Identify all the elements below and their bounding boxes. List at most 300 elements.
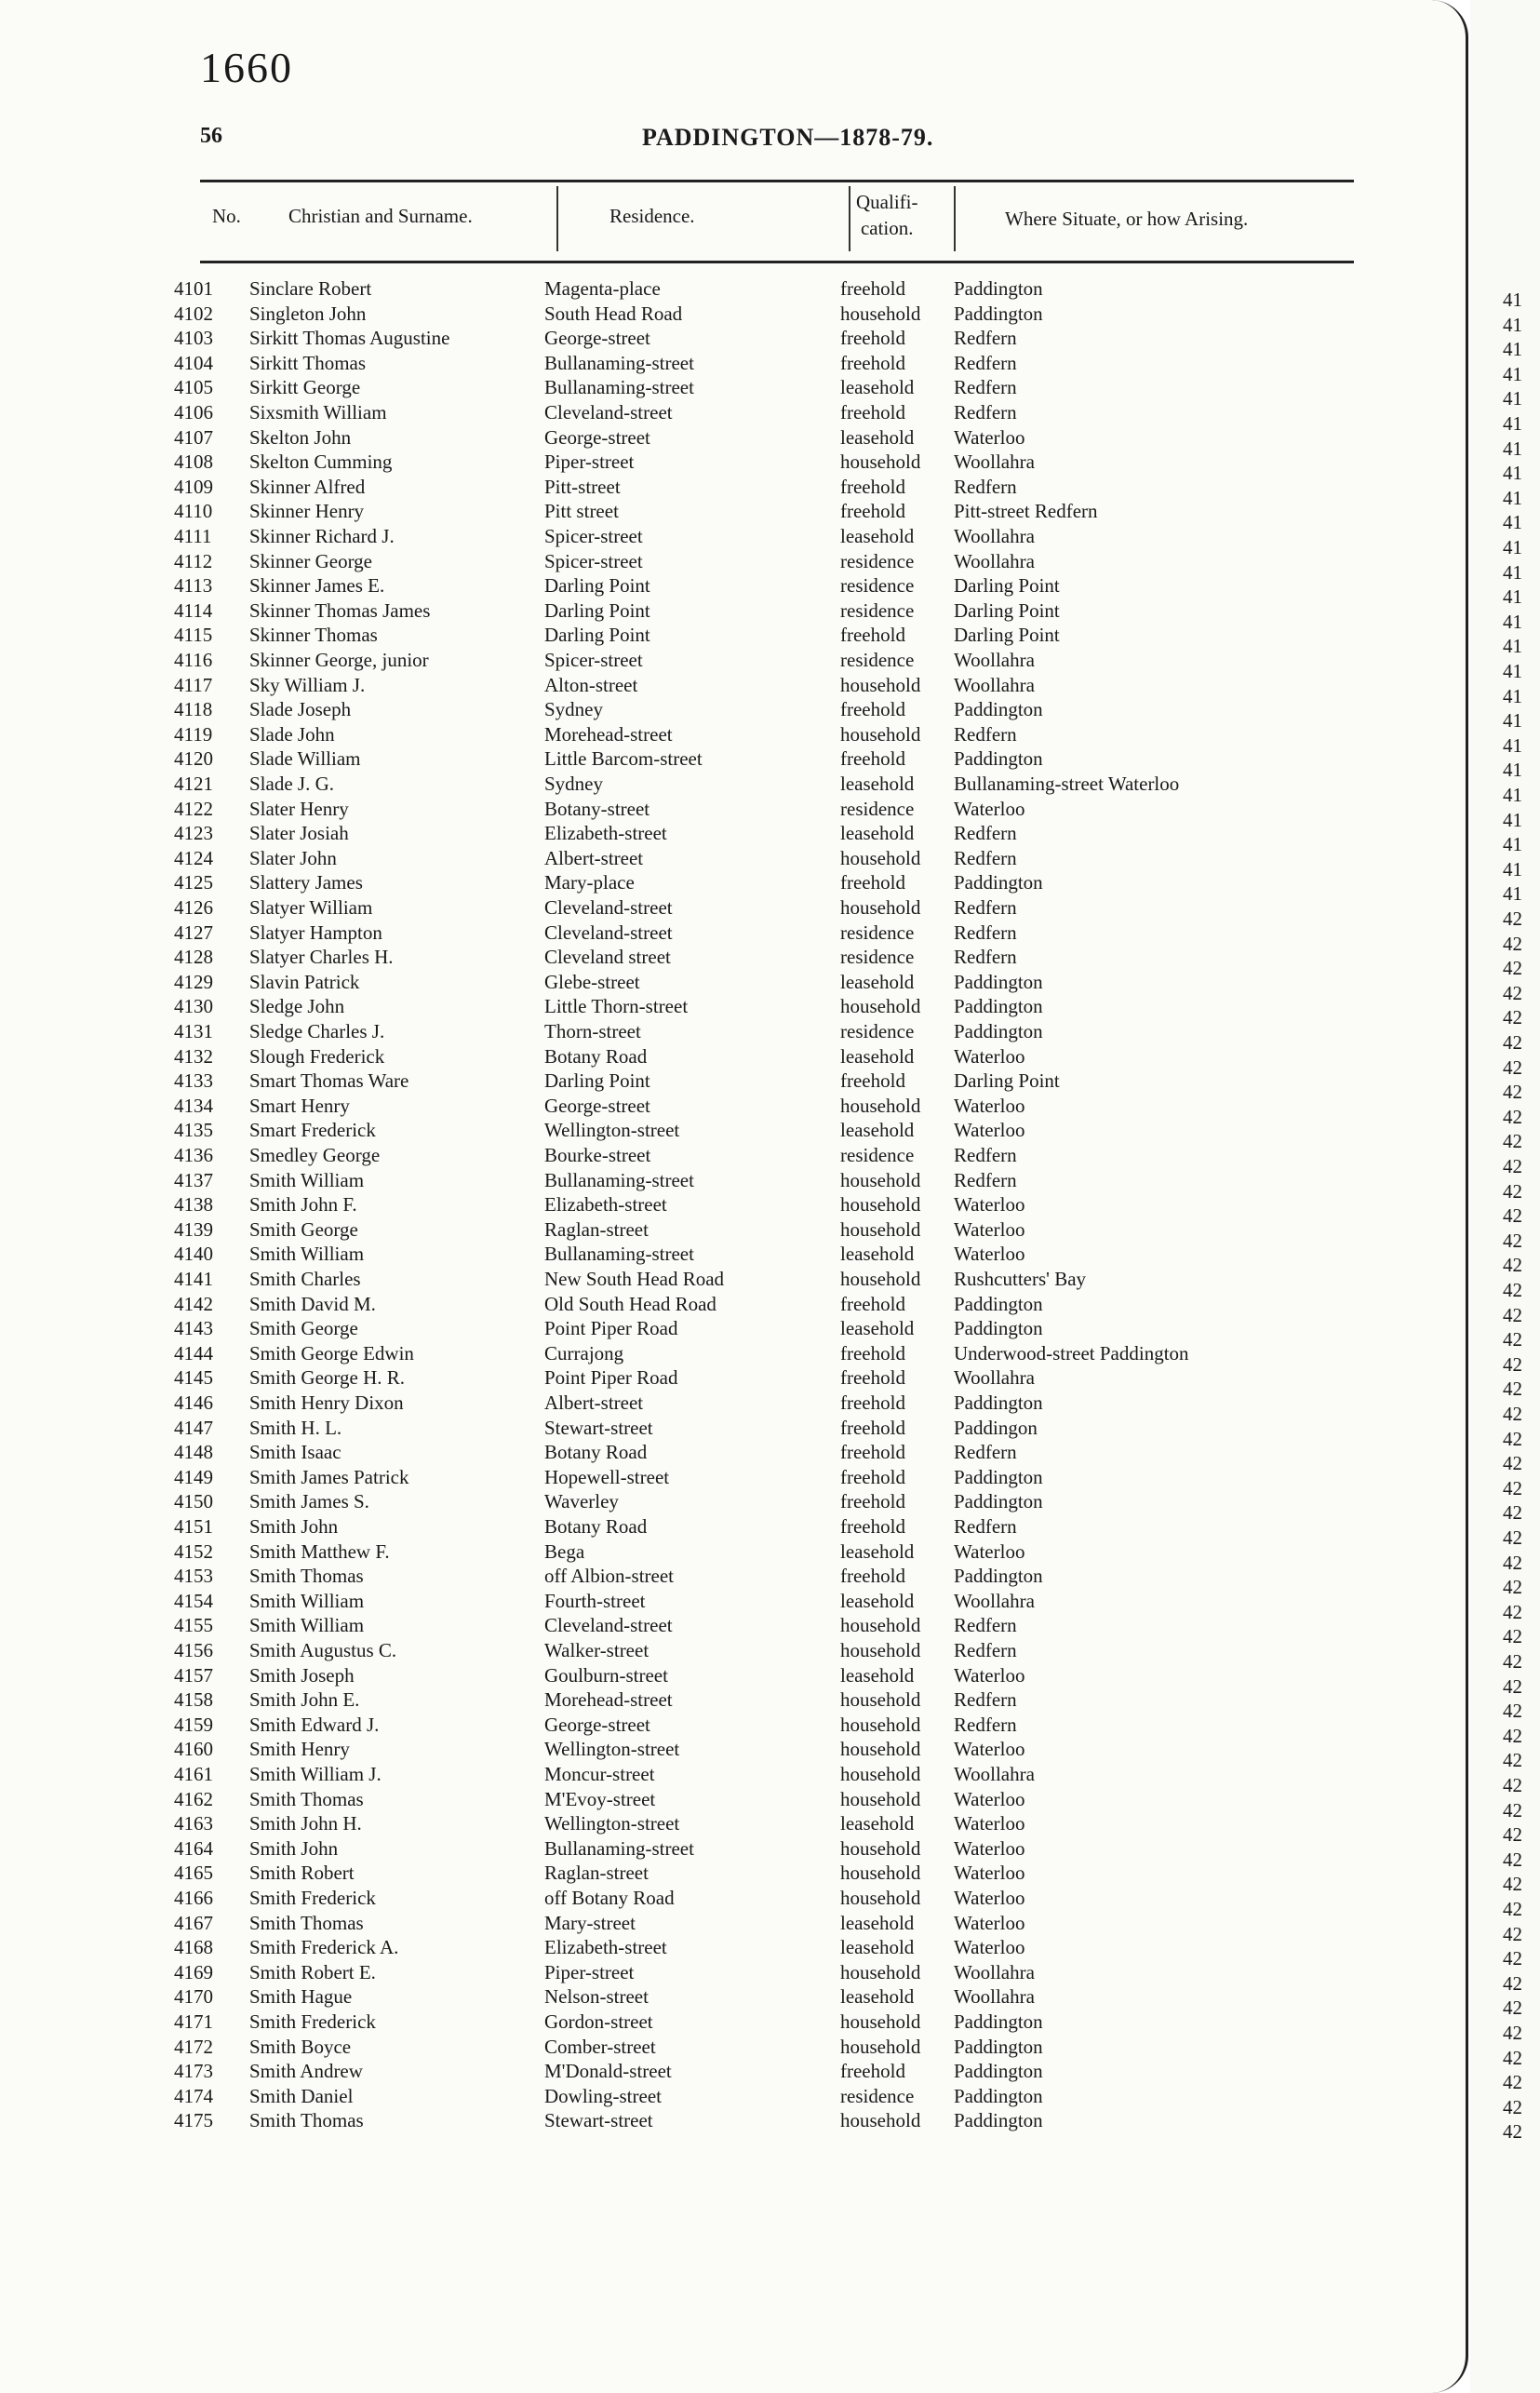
elector-residence: Piper-street <box>544 450 635 474</box>
elector-qualification: freehold <box>840 351 905 374</box>
elector-number: 4143 <box>174 1317 213 1340</box>
adjacent-page-number: 41 <box>1503 610 1522 633</box>
table-row <box>0 1811 1466 1836</box>
elector-name: Slater Henry <box>249 797 349 820</box>
elector-name: Sirkitt George <box>249 376 361 399</box>
elector-qualification: household <box>840 1217 921 1241</box>
table-row <box>0 1886 1466 1911</box>
elector-number: 4146 <box>174 1391 213 1414</box>
adjacent-page-number: 42 <box>1503 1798 1522 1822</box>
elector-name: Skelton Cumming <box>249 450 393 474</box>
elector-residence: Spicer-street <box>544 649 643 671</box>
elector-name: Slade J. G. <box>249 773 334 795</box>
elector-qualification: residence <box>840 1144 915 1166</box>
elector-name: Smith Frederick <box>249 2010 376 2033</box>
elector-qualification: freehold <box>840 2060 905 2083</box>
adjacent-page-number: 42 <box>1503 1650 1522 1673</box>
elector-name: Smith John E. <box>249 1688 360 1712</box>
elector-where-situate: Redfern <box>954 1144 1017 1166</box>
table-row <box>0 1440 1466 1465</box>
elector-name: Skinner Richard J. <box>249 525 395 547</box>
adjacent-page-number: 42 <box>1503 1055 1522 1079</box>
elector-number: 4116 <box>174 649 213 671</box>
elector-where-situate: Waterloo <box>954 1094 1025 1117</box>
elector-qualification: leasehold <box>840 1936 915 1959</box>
elector-where-situate: Paddington <box>954 698 1043 721</box>
elector-number: 4133 <box>174 1069 213 1093</box>
elector-number: 4164 <box>174 1836 213 1860</box>
elector-number: 4162 <box>174 1787 213 1810</box>
elector-name: Skinner Thomas <box>249 624 378 647</box>
elector-where-situate: Waterloo <box>954 1738 1025 1761</box>
elector-residence: Raglan-street <box>544 1862 649 1885</box>
table-row <box>0 1861 1466 1886</box>
elector-name: Smith Thomas <box>249 1787 364 1810</box>
table-row <box>0 1762 1466 1787</box>
elector-where-situate: Redfern <box>954 327 1017 350</box>
adjacent-page-number: 42 <box>1503 1476 1522 1499</box>
table-row <box>0 673 1466 698</box>
elector-name: Slough Frederick <box>249 1044 385 1068</box>
table-row <box>0 1341 1466 1366</box>
elector-residence: Elizabeth-street <box>544 1936 667 1959</box>
adjacent-page-number: 42 <box>1503 1600 1522 1623</box>
elector-residence: Spicer-street <box>544 549 643 572</box>
adjacent-page-number: 42 <box>1503 1403 1522 1425</box>
elector-where-situate: Waterloo <box>954 1044 1025 1068</box>
elector-qualification: residence <box>840 797 915 820</box>
elector-where-situate: Paddington <box>954 871 1043 894</box>
elector-qualification: leasehold <box>840 970 915 993</box>
elector-name: Smith John <box>249 1515 339 1538</box>
adjacent-page-number: 41 <box>1503 462 1522 485</box>
elector-name: Slater Josiah <box>249 822 349 845</box>
elector-number: 4122 <box>174 797 213 820</box>
elector-number: 4172 <box>174 2035 213 2058</box>
elector-name: Smith Frederick A. <box>249 1936 399 1959</box>
elector-number: 4131 <box>174 1020 213 1042</box>
adjacent-page-number: 42 <box>1503 2095 1522 2118</box>
elector-residence: Cleveland-street <box>544 401 673 423</box>
table-row <box>0 1365 1466 1391</box>
table-row <box>0 1094 1466 1119</box>
adjacent-page-number: 42 <box>1503 957 1522 980</box>
elector-where-situate: Redfern <box>954 475 1017 498</box>
elector-number: 4112 <box>174 549 213 572</box>
elector-residence: Darling Point <box>544 574 650 598</box>
table-row <box>0 2059 1466 2084</box>
elector-residence: Bullanaming-street <box>544 1243 694 1266</box>
elector-number: 4109 <box>174 475 213 498</box>
adjacent-page-number: 41 <box>1503 362 1522 385</box>
elector-where-situate: Paddington <box>954 747 1043 771</box>
adjacent-page-number: 41 <box>1503 387 1522 410</box>
elector-qualification: freehold <box>840 1565 905 1588</box>
elector-number: 4154 <box>174 1589 213 1612</box>
elector-where-situate: Paddington <box>954 2084 1043 2107</box>
adjacent-page-number: 41 <box>1503 733 1522 757</box>
table-row <box>0 1069 1466 1094</box>
elector-where-situate: Redfern <box>954 846 1017 869</box>
elector-where-situate: Redfern <box>954 1515 1017 1538</box>
table-row <box>0 697 1466 722</box>
elector-name: Sledge Charles J. <box>249 1020 385 1042</box>
elector-qualification: freehold <box>840 871 905 894</box>
elector-number: 4139 <box>174 1217 213 1241</box>
table-row <box>0 375 1466 400</box>
elector-where-situate: Woollahra <box>954 649 1035 671</box>
elector-number: 4173 <box>174 2060 213 2083</box>
table-row <box>0 598 1466 624</box>
elector-name: Smith George <box>249 1317 358 1340</box>
elector-qualification: leasehold <box>840 1243 915 1266</box>
elector-number: 4123 <box>174 822 213 845</box>
elector-residence: Bourke-street <box>544 1144 651 1166</box>
elector-where-situate: Woollahra <box>954 1985 1035 2009</box>
elector-qualification: freehold <box>840 1490 905 1513</box>
elector-residence: Darling Point <box>544 598 650 622</box>
elector-qualification: residence <box>840 1020 915 1042</box>
adjacent-page-number: 41 <box>1503 759 1522 782</box>
elector-residence: Thorn-street <box>544 1020 641 1042</box>
elector-number: 4114 <box>174 598 213 622</box>
elector-qualification: leasehold <box>840 1317 915 1340</box>
elector-number: 4169 <box>174 1960 213 1983</box>
elector-number: 4121 <box>174 773 213 795</box>
column-header-residence: Residence. <box>609 205 695 227</box>
adjacent-page-number: 42 <box>1503 1873 1522 1896</box>
elector-name: Slattery James <box>249 871 363 894</box>
table-row <box>0 870 1466 895</box>
elector-residence: Cleveland-street <box>544 1614 673 1637</box>
elector-qualification: household <box>840 1862 921 1885</box>
elector-name: Smart Frederick <box>249 1119 376 1142</box>
elector-where-situate: Waterloo <box>954 1862 1025 1885</box>
elector-name: Smith Edward J. <box>249 1713 380 1736</box>
elector-name: Slatyer William <box>249 896 373 919</box>
elector-name: Smith Henry Dixon <box>249 1391 404 1414</box>
elector-name: Smith Daniel <box>249 2084 354 2107</box>
elector-name: Smith George Edwin <box>249 1341 414 1365</box>
adjacent-page-number: 41 <box>1503 511 1522 534</box>
elector-name: Sinclare Robert <box>249 277 372 300</box>
elector-where-situate: Redfern <box>954 1168 1017 1191</box>
elector-qualification: household <box>840 1094 921 1117</box>
elector-name: Skinner George, junior <box>249 649 429 671</box>
elector-name: Smith Frederick <box>249 1887 376 1909</box>
column-header-name: Christian and Surname. <box>288 205 473 227</box>
elector-where-situate: Waterloo <box>954 1663 1025 1687</box>
table-row <box>0 1935 1466 1960</box>
elector-qualification: freehold <box>840 1515 905 1538</box>
elector-number: 4108 <box>174 450 213 474</box>
elector-name: Slatyer Charles H. <box>249 946 394 969</box>
elector-number: 4130 <box>174 995 213 1018</box>
adjacent-page-number: 42 <box>1503 2046 1522 2069</box>
elector-number: 4125 <box>174 871 213 894</box>
table-row <box>0 945 1466 970</box>
elector-qualification: leasehold <box>840 1911 915 1934</box>
adjacent-page-number: 41 <box>1503 857 1522 881</box>
adjacent-page-number: 42 <box>1503 1551 1522 1574</box>
elector-number: 4132 <box>174 1044 213 1068</box>
elector-name: Slade William <box>249 747 361 771</box>
elector-where-situate: Redfern <box>954 896 1017 919</box>
table-row <box>0 400 1466 425</box>
elector-qualification: freehold <box>840 327 905 350</box>
elector-qualification: leasehold <box>840 1044 915 1068</box>
elector-residence: Darling Point <box>544 1069 650 1093</box>
elector-qualification: freehold <box>840 698 905 721</box>
elector-qualification: household <box>840 896 921 919</box>
elector-number: 4135 <box>174 1119 213 1142</box>
table-row <box>0 302 1466 327</box>
elector-residence: Bullanaming-street <box>544 1836 694 1860</box>
table-row <box>0 524 1466 549</box>
elector-residence: Albert-street <box>544 1391 644 1414</box>
elector-residence: Bullanaming-street <box>544 376 694 399</box>
elector-number: 4159 <box>174 1713 213 1736</box>
elector-where-situate: Redfern <box>954 1713 1017 1736</box>
elector-name: Slavin Patrick <box>249 970 360 993</box>
table-row <box>0 1589 1466 1614</box>
elector-number: 4127 <box>174 921 213 944</box>
elector-residence: Wellington-street <box>544 1119 680 1142</box>
table-row <box>0 2108 1466 2133</box>
column-header-where: Where Situate, or how Arising. <box>1005 208 1249 230</box>
elector-residence: Glebe-street <box>544 970 640 993</box>
elector-name: Slatyer Hampton <box>249 921 382 944</box>
elector-residence: Point Piper Road <box>544 1317 678 1340</box>
adjacent-page-number: 42 <box>1503 1996 1522 2020</box>
adjacent-page-number: 41 <box>1503 635 1522 658</box>
adjacent-page-number: 42 <box>1503 1724 1522 1747</box>
table-row <box>0 1143 1466 1168</box>
elector-where-situate: Paddington <box>954 1465 1043 1488</box>
adjacent-page-number: 42 <box>1503 1006 1522 1029</box>
elector-residence: Elizabeth-street <box>544 1193 667 1217</box>
elector-number: 4142 <box>174 1292 213 1315</box>
elector-where-situate: Paddington <box>954 970 1043 993</box>
elector-name: Smith George <box>249 1217 358 1241</box>
elector-where-situate: Paddington <box>954 1292 1043 1315</box>
table-row <box>0 1539 1466 1565</box>
elector-qualification: freehold <box>840 475 905 498</box>
table-row <box>0 1044 1466 1069</box>
elector-residence: Cleveland-street <box>544 921 673 944</box>
adjacent-page-number: 41 <box>1503 536 1522 558</box>
elector-number: 4155 <box>174 1614 213 1637</box>
table-row <box>0 1391 1466 1416</box>
elector-name: Smith Augustus C. <box>249 1639 397 1661</box>
adjacent-page-number: 42 <box>1503 1774 1522 1796</box>
elector-residence: Botany Road <box>544 1044 648 1068</box>
elector-qualification: leasehold <box>840 1985 915 2009</box>
adjacent-page-number: 42 <box>1503 1378 1522 1401</box>
elector-qualification: household <box>840 1763 921 1785</box>
elector-residence: Fourth-street <box>544 1589 646 1612</box>
elector-where-situate: Waterloo <box>954 1539 1025 1563</box>
elector-number: 4148 <box>174 1441 213 1464</box>
elector-qualification: freehold <box>840 747 905 771</box>
elector-qualification: household <box>840 846 921 869</box>
table-row <box>0 1217 1466 1243</box>
table-row <box>0 2035 1466 2060</box>
elector-number: 4113 <box>174 574 213 598</box>
elector-where-situate: Darling Point <box>954 624 1060 647</box>
elector-number: 4157 <box>174 1663 213 1687</box>
elector-residence: Gordon-street <box>544 2010 653 2033</box>
adjacent-page-number: 42 <box>1503 1674 1522 1698</box>
elector-number: 4147 <box>174 1416 213 1439</box>
elector-number: 4174 <box>174 2084 213 2107</box>
qualification-header-line-2: cation. <box>860 217 914 239</box>
elector-where-situate: Woollahra <box>954 525 1035 547</box>
elector-residence: New South Head Road <box>544 1268 725 1290</box>
table-row <box>0 499 1466 524</box>
elector-where-situate: Waterloo <box>954 1936 1025 1959</box>
elector-qualification: household <box>840 673 921 696</box>
table-row <box>0 1737 1466 1762</box>
adjacent-page-number: 41 <box>1503 313 1522 336</box>
elector-name: Smith Thomas <box>249 1911 364 1934</box>
elector-residence: Albert-street <box>544 846 644 869</box>
elector-name: Smith H. L. <box>249 1416 342 1439</box>
elector-number: 4129 <box>174 970 213 993</box>
elector-where-situate: Darling Point <box>954 574 1060 598</box>
elector-name: Smith Charles <box>249 1268 361 1290</box>
elector-where-situate: Redfern <box>954 376 1017 399</box>
elector-name: Slade John <box>249 722 335 746</box>
adjacent-page-number: 41 <box>1503 882 1522 906</box>
elector-qualification: household <box>840 1960 921 1983</box>
elector-name: Smart Henry <box>249 1094 350 1117</box>
elector-where-situate: Paddington <box>954 2109 1043 2132</box>
elector-where-situate: Paddingon <box>954 1416 1038 1439</box>
elector-qualification: leasehold <box>840 1663 915 1687</box>
adjacent-page-number: 41 <box>1503 585 1522 609</box>
elector-number: 4149 <box>174 1465 213 1488</box>
elector-number: 4170 <box>174 1985 213 2009</box>
adjacent-page-number: 41 <box>1503 412 1522 435</box>
elector-qualification: freehold <box>840 401 905 423</box>
elector-residence: Old South Head Road <box>544 1292 716 1315</box>
table-row <box>0 994 1466 1019</box>
elector-where-situate: Waterloo <box>954 1887 1025 1909</box>
elector-number: 4140 <box>174 1243 213 1266</box>
elector-where-situate: Redfern <box>954 1639 1017 1661</box>
elector-residence: Little Barcom-street <box>544 747 703 771</box>
table-row <box>0 1564 1466 1589</box>
elector-number: 4128 <box>174 946 213 969</box>
page-number: 56 <box>200 124 222 148</box>
elector-qualification: household <box>840 1639 921 1661</box>
adjacent-page-number: 41 <box>1503 784 1522 806</box>
table-row <box>0 1984 1466 2010</box>
column-header-qualification <box>856 189 917 241</box>
elector-residence: Pitt street <box>544 500 619 523</box>
adjacent-page-number: 41 <box>1503 833 1522 856</box>
elector-where-situate: Woollahra <box>954 1763 1035 1785</box>
elector-residence: Botany Road <box>544 1441 648 1464</box>
elector-residence: Piper-street <box>544 1960 635 1983</box>
column-divider <box>556 186 558 251</box>
elector-residence: M'Donald-street <box>544 2060 672 2083</box>
elector-number: 4161 <box>174 1763 213 1785</box>
adjacent-page-number: 42 <box>1503 1179 1522 1203</box>
elector-number: 4171 <box>174 2010 213 2033</box>
elector-number: 4137 <box>174 1168 213 1191</box>
elector-residence: Comber-street <box>544 2035 656 2058</box>
table-row <box>0 1787 1466 1812</box>
table-row <box>0 1713 1466 1738</box>
elector-name: Sirkitt Thomas <box>249 351 367 374</box>
elector-number: 4151 <box>174 1515 213 1538</box>
table-row <box>0 1118 1466 1143</box>
elector-number: 4145 <box>174 1366 213 1390</box>
elector-residence: George-street <box>544 425 650 449</box>
elector-number: 4134 <box>174 1094 213 1117</box>
table-row <box>0 772 1466 797</box>
adjacent-page-number: 42 <box>1503 1204 1522 1228</box>
elector-qualification: household <box>840 1738 921 1761</box>
adjacent-page-number: 42 <box>1503 1081 1522 1104</box>
adjacent-page-number: 42 <box>1503 2071 1522 2094</box>
elector-residence: Stewart-street <box>544 2109 653 2132</box>
elector-where-situate: Underwood-street Paddington <box>954 1341 1189 1365</box>
elector-name: Smith James Patrick <box>249 1465 409 1488</box>
elector-where-situate: Paddington <box>954 2035 1043 2058</box>
elector-qualification: leasehold <box>840 376 915 399</box>
elector-where-situate: Redfern <box>954 1614 1017 1637</box>
adjacent-page-number: 42 <box>1503 1823 1522 1847</box>
elector-number: 4175 <box>174 2109 213 2132</box>
elector-name: Skinner James E. <box>249 574 385 598</box>
elector-where-situate: Paddington <box>954 277 1043 300</box>
table-row <box>0 1836 1466 1862</box>
elector-where-situate: Paddington <box>954 995 1043 1018</box>
elector-name: Slade Joseph <box>249 698 352 721</box>
table-row <box>0 1663 1466 1688</box>
folio-stamp: 1660 <box>200 44 293 91</box>
table-row <box>0 1960 1466 1985</box>
adjacent-page-number: 41 <box>1503 560 1522 584</box>
elector-number: 4118 <box>174 698 213 721</box>
elector-name: Smedley George <box>249 1144 381 1166</box>
elector-residence: Magenta-place <box>544 277 661 300</box>
adjacent-page-number: 42 <box>1503 1229 1522 1252</box>
adjacent-page-number: 42 <box>1503 1971 1522 1995</box>
elector-residence: Cleveland-street <box>544 896 673 919</box>
adjacent-page-number: 42 <box>1503 1328 1522 1351</box>
adjacent-page-number: 42 <box>1503 1352 1522 1376</box>
elector-name: Smith Thomas <box>249 2109 364 2132</box>
table-row <box>0 846 1466 871</box>
elector-where-situate: Waterloo <box>954 425 1025 449</box>
elector-name: Slater John <box>249 846 337 869</box>
table-row <box>0 921 1466 946</box>
elector-where-situate: Redfern <box>954 946 1017 969</box>
table-row <box>0 276 1466 302</box>
header-top-rule <box>200 180 1354 182</box>
adjacent-page-number: 41 <box>1503 437 1522 460</box>
elector-qualification: freehold <box>840 1391 905 1414</box>
elector-number: 4102 <box>174 302 213 325</box>
table-row <box>0 2010 1466 2035</box>
table-row <box>0 746 1466 772</box>
elector-qualification: household <box>840 722 921 746</box>
elector-where-situate: Pitt-street Redfern <box>954 500 1098 523</box>
